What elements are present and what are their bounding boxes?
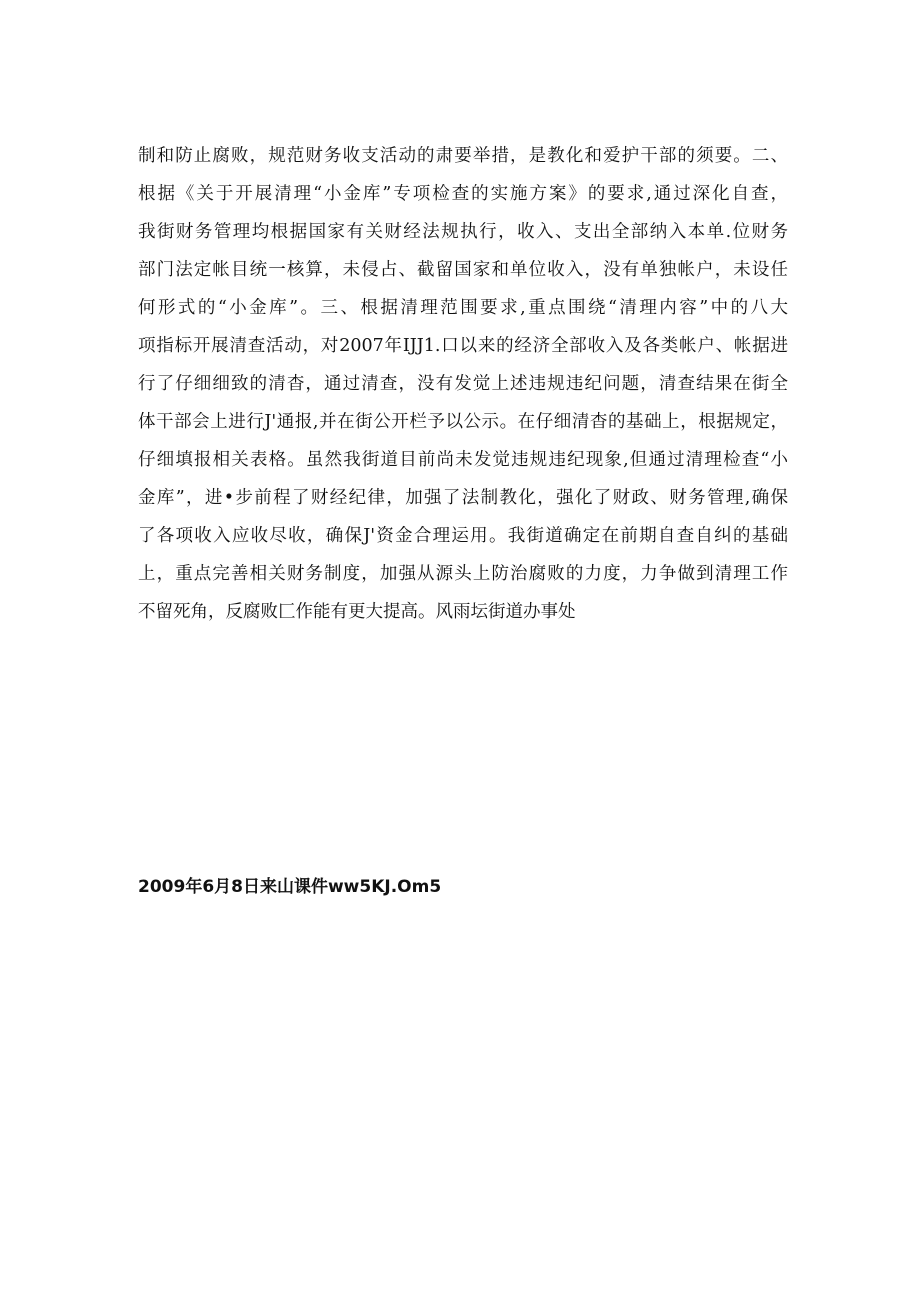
text-line-6: 项指标开展清查活动，对2007年IJJ1.口以来的经济全部收入及各类帐户、帐据进 bbox=[138, 336, 788, 356]
text-line-2: 根据《关于开展清理“小金库”专项检查的实施方案》的要求,通过深化自查， bbox=[138, 184, 788, 204]
text-line-10: 金库”，进•步前程了财经纪律，加强了法制教化，强化了财政、财务管理,确保 bbox=[138, 488, 788, 508]
text-line-11: 了各项收入应收尽收，确保J'资金合理运用。我街道确定在前期自查自纠的基础 bbox=[138, 526, 788, 546]
document-body bbox=[138, 137, 788, 631]
text-line-12: 上，重点完善相关财务制度，加强从源头上防治腐败的力度，力争做到清理工作 bbox=[138, 564, 788, 584]
text-line-3: 我街财务管理均根据国家有关财经法规执行，收入、支出全部纳入本单.位财务 bbox=[138, 222, 788, 242]
text-line-1: 制和防止腐败，规范财务收支活动的肃要举措，是教化和爱护干部的须要。二、 bbox=[138, 146, 788, 166]
text-line-7: 行了仔细细致的清杳，通过清查，没有发觉上述违规违纪问题，清查结果在街全 bbox=[138, 374, 788, 394]
text-line-9: 仔细填报相关表格。虽然我街道目前尚未发觉违规违纪现象,但通过清理检查“小 bbox=[138, 450, 788, 470]
text-line-5: 何形式的“小金库”。三、根据清理范围要求,重点围绕“清理内容”中的八大 bbox=[138, 298, 788, 318]
text-line-4: 部门法定帐目统一核算，未侵占、截留国家和单位收入，没有单独帐户，未设任 bbox=[138, 260, 788, 280]
footer-date-line: 2009年6月8日来山课件ww5KJ.Om5 bbox=[138, 877, 442, 897]
text-line-8: 体干部会上进行J'通报,并在街公开栏予以公示。在仔细清杳的基础上，根据规定， bbox=[138, 412, 788, 432]
text-line-13: 不留死角，反腐败匚作能有更大提高。风雨坛街道办事处 bbox=[138, 602, 576, 622]
